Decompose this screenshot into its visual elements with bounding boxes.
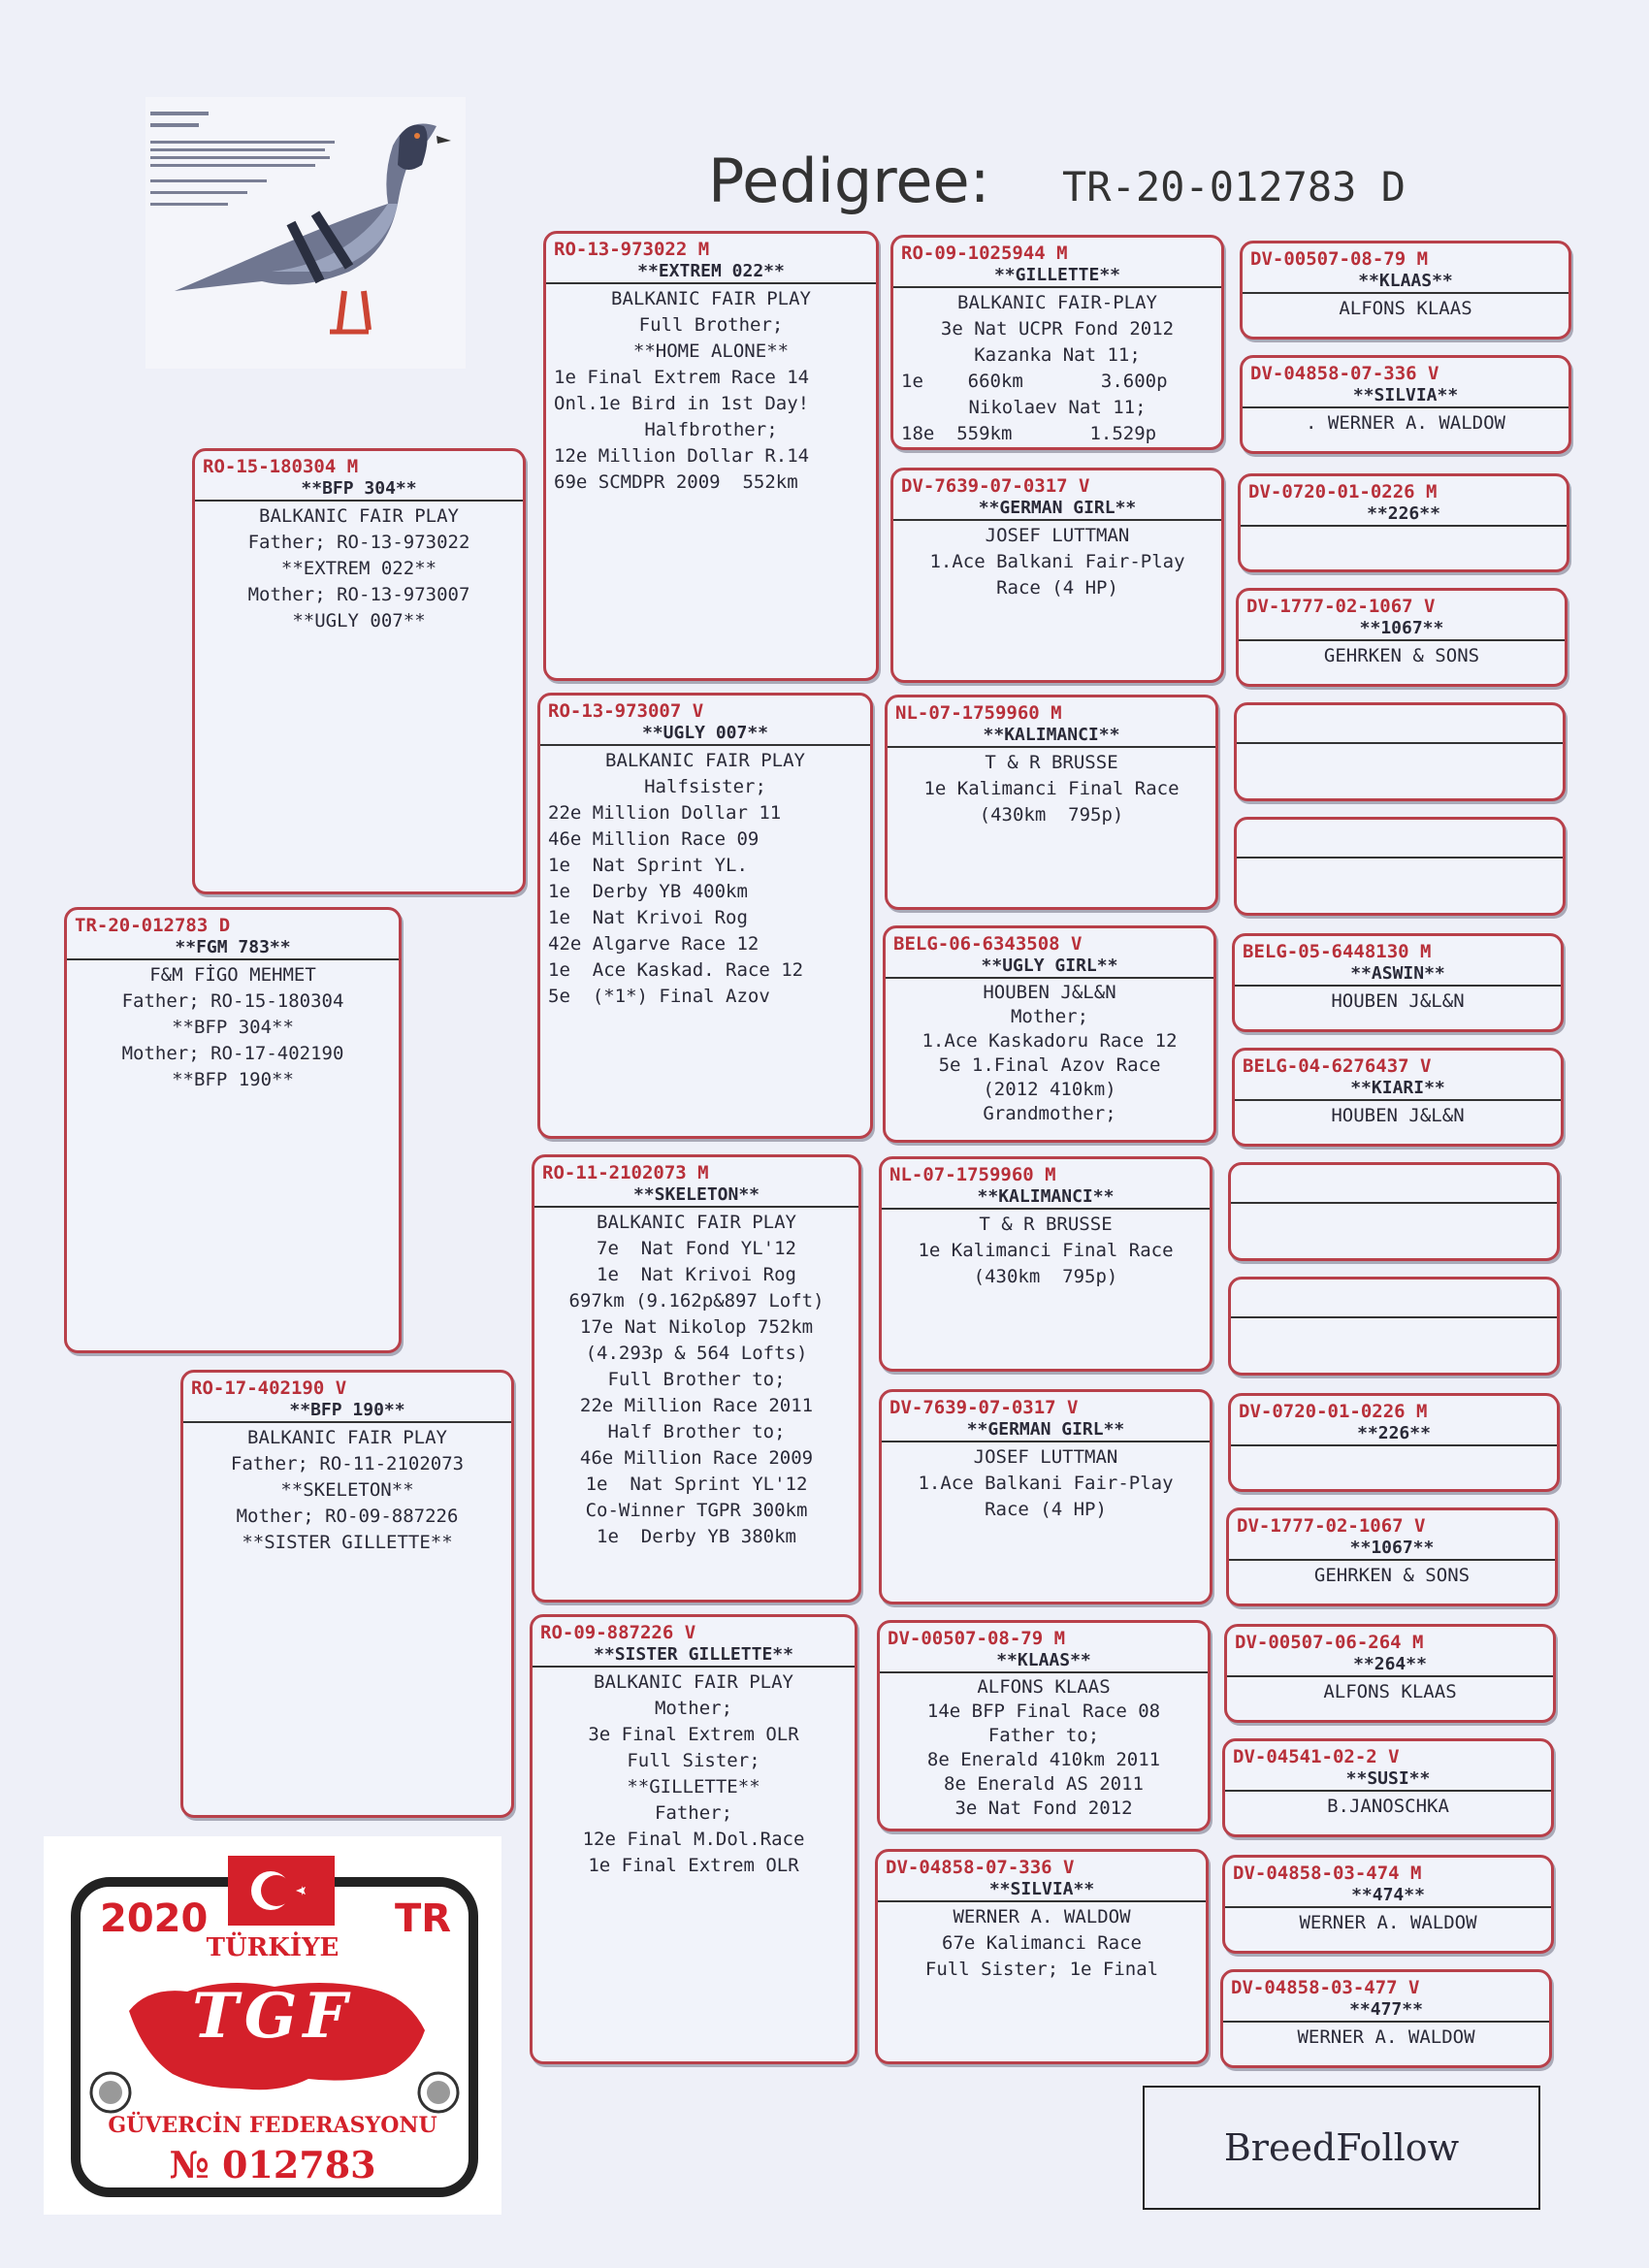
grandparent-line: Father; [654,1802,733,1824]
gggp-owner: GEHRKEN & SONS [1323,645,1480,666]
gggp-owner: WERNER A. WALDOW [1297,2026,1475,2048]
grandparent-line: 17e Nat Nikolop 752km [579,1316,814,1338]
parent-line: Father; RO-11-2102073 [230,1453,465,1474]
subject-card [64,907,402,1353]
gggp-name: **474** [1225,1885,1551,1908]
gggp-owner: WERNER A. WALDOW [1299,1912,1477,1933]
gggp-card [1240,241,1571,340]
gg-code: NL-07-1759960 M [889,1164,1056,1185]
gggp-card [1228,1393,1560,1492]
gggp-card [1232,933,1564,1032]
subject-name: **FGM 783** [67,937,399,960]
grandparent-lines [546,284,876,498]
gg-line: 3e Nat UCPR Fond 2012 [940,318,1175,340]
gg-lines [893,521,1221,603]
gggp-card [1222,1855,1554,1954]
grandparent-code: RO-09-887226 V [540,1622,696,1643]
gggp-owner: . WERNER A. WALDOW [1306,412,1505,434]
gggp-code: DV-00507-06-264 M [1235,1632,1424,1653]
grandparent-lines [540,746,870,1012]
grandparent-line: 12e Final M.Dol.Race [582,1829,805,1850]
badge-country: TÜRKİYE [206,1933,340,1962]
parent-line: Father; RO-13-973022 [247,532,470,553]
gg-code: DV-7639-07-0317 V [889,1397,1079,1418]
grandparent-code: RO-13-973022 M [554,239,710,260]
gg-name: **KALIMANCI** [882,1186,1210,1210]
grandparent-line: Halfsister; [644,776,766,797]
subject-line: Mother; RO-17-402190 [121,1043,344,1064]
gg-code: DV-00507-08-79 M [888,1628,1066,1649]
great-grandparent-card [877,1620,1211,1831]
parent-code: RO-17-402190 V [191,1377,347,1399]
grandparent-line: 1e Nat Krivoi Rog [597,1264,796,1285]
grandparent-line: 1e Nat Sprint YL. [548,855,748,876]
gg-line: 5e 1.Final Azov Race [938,1054,1161,1076]
grandparent-name: **SKELETON** [534,1184,858,1208]
gg-lines [888,748,1215,830]
gggp-owner: GEHRKEN & SONS [1313,1565,1471,1586]
gggp-card [1232,1048,1564,1147]
great-grandparent-card [883,925,1216,1143]
gggp-code: DV-04541-02-2 V [1233,1746,1400,1767]
gg-line: Race (4 HP) [996,577,1118,599]
pigeon-photo-caption-graphic [150,102,335,218]
grandparent-line: 1e Ace Kaskad. Race 12 [548,959,804,981]
gg-lines [878,1902,1206,1985]
grandparent-line: **HOME ALONE** [632,340,790,362]
gg-line: JOSEF LUTTMAN [973,1446,1118,1468]
grandparent-line: 1e Nat Sprint YL'12 [585,1474,808,1495]
grandparent-line: 697km (9.162p&897 Loft) [568,1290,824,1312]
parent-card-mother [180,1370,514,1818]
gggp-empty-divider [1237,820,1563,859]
parent-line: **SKELETON** [280,1479,414,1501]
parent-line: Mother; RO-13-973007 [247,584,470,605]
page-title: Pedigree: [708,146,990,216]
gg-line: Mother; [1010,1006,1089,1027]
grandparent-name: **EXTREM 022** [546,261,876,284]
parent-name: **BFP 304** [195,478,523,502]
grandparent-line: 1e Derby YB 400km [548,881,748,902]
grandparent-lines [534,1208,858,1552]
gggp-owner: HOUBEN J&L&N [1331,990,1465,1012]
grandparent-line: BALKANIC FAIR PLAY [597,1212,796,1233]
gg-line: (430km 795p) [973,1266,1118,1287]
grandparent-line: Co-Winner TGPR 300km [585,1500,808,1521]
grandparent-line: BALKANIC FAIR PLAY [594,1671,793,1693]
parent-line: Mother; RO-09-887226 [236,1506,459,1527]
gggp-code: DV-04858-03-477 V [1231,1977,1420,1998]
gggp-owner: ALFONS KLAAS [1323,1681,1457,1702]
gggp-name: **226** [1241,503,1567,527]
gg-lines [880,1673,1208,1823]
gggp-code: DV-1777-02-1067 V [1246,596,1436,617]
grandparent-line: 69e SCMDPR 2009 552km [554,471,798,493]
gg-lines [886,979,1213,1128]
parent-line: BALKANIC FAIR PLAY [247,1427,447,1448]
gg-line: 1.Ace Balkani Fair-Play [929,551,1185,572]
parent-name: **BFP 190** [183,1400,511,1423]
gg-lines [893,288,1221,449]
badge-number: № 012783 [169,2143,376,2187]
great-grandparent-card [879,1156,1212,1372]
grandparent-line: 22e Million Dollar 11 [548,802,782,824]
breedfollow-footer: BreedFollow [1143,2086,1540,2210]
gggp-owner: B.JANOSCHKA [1327,1796,1449,1817]
gg-name: **GILLETTE** [893,265,1221,288]
grandparent-name: **UGLY 007** [540,723,870,746]
gg-line: WERNER A. WALDOW [953,1906,1131,1928]
gggp-name: **SILVIA** [1243,385,1568,408]
grandparent-line: BALKANIC FAIR PLAY [605,750,805,771]
grandparent-code: RO-11-2102073 M [542,1162,709,1183]
gg-name: **GERMAN GIRL** [882,1419,1210,1442]
gg-line: 1e Kalimanci Final Race [918,1240,1174,1261]
gg-line: HOUBEN J&L&N [983,982,1116,1003]
gg-line: ALFONS KLAAS [977,1676,1111,1698]
gg-line: (430km 795p) [979,804,1124,826]
gg-line: 8e Enerald 410km 2011 [926,1749,1161,1770]
great-grandparent-card [885,695,1218,910]
parent-card-father [192,448,526,894]
great-grandparent-card [875,1849,1209,2064]
badge-org-short: TGF [192,1980,353,2053]
grandparent-line: 1e Derby YB 380km [597,1526,796,1547]
grandparent-card [537,693,873,1139]
gg-line: 1.Ace Balkani Fair-Play [918,1473,1174,1494]
gggp-empty-divider [1231,1165,1557,1204]
parent-lines [195,502,523,636]
grandparent-line: Full Brother; [638,314,784,336]
badge-country-code: TR [395,1896,452,1941]
gggp-name: **226** [1231,1423,1557,1446]
gg-line: (2012 410km) [983,1079,1116,1100]
grandparent-line: Onl.1e Bird in 1st Day! [554,393,810,414]
gg-name: **KALIMANCI** [888,725,1215,748]
grandparent-line: Full Brother to; [607,1369,786,1390]
federation-emblem-icon-right [410,2069,467,2116]
grandparent-line: 46e Million Race 09 [548,828,760,850]
badge-org-full: GÜVERCİN FEDERASYONU [108,2113,437,2138]
gg-name: **KLAAS** [880,1650,1208,1673]
parent-lines [183,1423,511,1558]
grandparent-line: 3e Final Extrem OLR [588,1724,799,1745]
gg-line: Nikolaev Nat 11; [968,397,1147,418]
gggp-card-empty [1228,1277,1560,1376]
gggp-code: BELG-04-6276437 V [1243,1055,1432,1077]
grandparent-line: BALKANIC FAIR PLAY [611,288,811,309]
gggp-code: DV-0720-01-0226 M [1239,1401,1428,1422]
gg-line: JOSEF LUTTMAN [985,525,1130,546]
grandparent-line: Half Brother to; [607,1421,786,1442]
gggp-card-empty [1228,1162,1560,1261]
grandparent-line: **GILLETTE** [627,1776,760,1798]
gg-code: NL-07-1759960 M [895,702,1062,724]
gggp-name: **SUSI** [1225,1768,1551,1792]
gggp-name: **KLAAS** [1243,271,1568,294]
gg-lines [882,1210,1210,1292]
great-grandparent-card [890,468,1224,683]
grandparent-lines [533,1668,855,1881]
grandparent-line: 42e Algarve Race 12 [548,933,760,955]
grandparent-line: 1e Nat Krivoi Rog [548,907,748,928]
subject-line: **BFP 304** [172,1017,294,1038]
gggp-code: DV-0720-01-0226 M [1248,481,1438,502]
parent-code: RO-15-180304 M [203,456,359,477]
gggp-name: **1067** [1239,618,1565,641]
gg-line: T & R BRUSSE [985,752,1118,773]
gggp-empty-divider [1237,705,1563,744]
grandparent-line: 12e Million Dollar R.14 [554,445,810,467]
grandparent-name: **SISTER GILLETTE** [533,1644,855,1668]
gggp-name: **KIARI** [1235,1078,1561,1101]
gggp-code: DV-1777-02-1067 V [1237,1515,1426,1537]
grandparent-line: 7e Nat Fond YL'12 [597,1238,796,1259]
grandparent-line: 22e Million Race 2011 [579,1395,814,1416]
gggp-code: BELG-05-6448130 M [1243,941,1432,962]
parent-line: **EXTREM 022** [280,558,437,579]
gggp-card [1238,473,1569,572]
gg-line: Father to; [987,1725,1100,1746]
badge-year: 2020 [100,1896,209,1941]
gggp-empty-divider [1231,1280,1557,1318]
gg-name: **SILVIA** [878,1879,1206,1902]
gggp-name: **264** [1227,1654,1553,1677]
gg-name: **GERMAN GIRL** [893,498,1221,521]
gggp-card [1222,1738,1554,1837]
subject-line: F&M FİGO MEHMET [149,964,316,986]
grandparent-line: 1e Final Extrem OLR [588,1855,799,1876]
turkey-flag-icon [228,1856,335,1926]
gg-line: 1e 660km 3.600p [901,371,1168,392]
gggp-owner: HOUBEN J&L&N [1331,1105,1465,1126]
subject-line: Father; RO-15-180304 [121,990,344,1012]
gg-line: 18e 559km 1.529p [901,423,1157,444]
gggp-card [1220,1969,1552,2068]
grandparent-line: 1e Final Extrem Race 14 [554,367,810,388]
gg-line: 8e Enerald AS 2011 [944,1773,1144,1795]
gg-line: T & R BRUSSE [979,1214,1113,1235]
gggp-card-empty [1234,817,1566,916]
grandparent-card [543,231,879,681]
gg-line: 14e BFP Final Race 08 [926,1701,1161,1722]
gggp-code: DV-04858-07-336 V [1250,363,1439,384]
grandparent-line: 5e (*1*) Final Azov [548,986,770,1007]
federation-badge [44,1836,501,2215]
gg-code: BELG-06-6343508 V [893,933,1083,955]
gg-lines [882,1442,1210,1525]
gg-line: Grandmother; [983,1103,1116,1124]
grandparent-line: 46e Million Race 2009 [579,1447,814,1469]
gg-line: 3e Nat Fond 2012 [954,1798,1133,1819]
grandparent-line: Full Sister; [627,1750,760,1771]
grandparent-line: Halfbrother; [644,419,778,440]
gggp-card [1224,1624,1556,1723]
parent-line: **SISTER GILLETTE** [242,1532,453,1553]
gg-code: RO-09-1025944 M [901,243,1068,264]
gggp-code: DV-00507-08-79 M [1250,248,1429,270]
parent-line: BALKANIC FAIR PLAY [259,505,459,527]
gg-line: 67e Kalimanci Race [942,1932,1142,1954]
grandparent-card [530,1614,857,2064]
gg-line: Full Sister; 1e Final [924,1959,1159,1980]
gg-line: BALKANIC FAIR-PLAY [957,292,1157,313]
gggp-card [1236,588,1568,687]
gg-line: 1.Ace Kaskadoru Race 12 [922,1030,1178,1052]
gggp-card [1226,1507,1558,1606]
gggp-code: DV-04858-03-474 M [1233,1863,1422,1884]
gggp-name: **ASWIN** [1235,963,1561,987]
gggp-card [1240,355,1571,454]
gg-code: DV-7639-07-0317 V [901,475,1090,497]
subject-code: TR-20-012783 D [75,915,231,936]
gg-code: DV-04858-07-336 V [886,1857,1075,1878]
gggp-card-empty [1234,702,1566,801]
grandparent-card [532,1154,861,1603]
gggp-name: **1067** [1229,1538,1555,1561]
gggp-owner: ALFONS KLAAS [1339,298,1472,319]
parent-line: **UGLY 007** [292,610,426,632]
ring-number: TR-20-012783 D [1062,163,1406,211]
grandparent-line: Mother; [654,1698,733,1719]
subject-lines [67,960,399,1095]
subject-line: **BFP 190** [172,1069,294,1090]
grandparent-line: (4.293p & 564 Lofts) [585,1343,808,1364]
great-grandparent-card [890,235,1224,450]
gg-line: Kazanka Nat 11; [974,344,1141,366]
gggp-name: **477** [1223,1999,1549,2023]
federation-emblem-icon-left [82,2069,139,2116]
gg-line: 1e Kalimanci Final Race [923,778,1180,799]
gg-name: **UGLY GIRL** [886,956,1213,979]
great-grandparent-card [879,1389,1212,1604]
grandparent-code: RO-13-973007 V [548,700,704,722]
gg-line: Race (4 HP) [985,1499,1107,1520]
